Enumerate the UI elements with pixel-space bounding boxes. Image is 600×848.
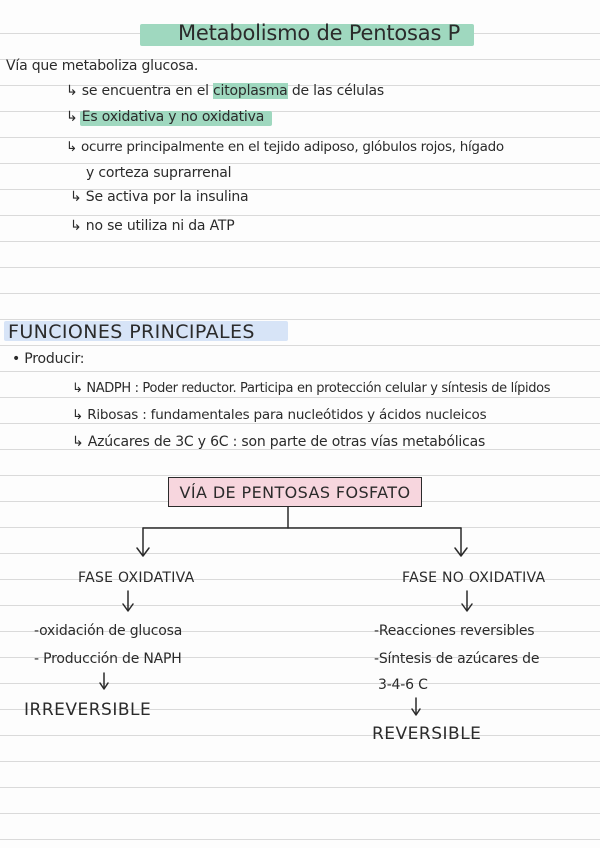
- oxidativa-item-1: -oxidación de glucosa: [34, 623, 183, 639]
- arrow-return-icon: ↳: [70, 189, 86, 205]
- citoplasma-highlight: citoplasma: [213, 83, 288, 99]
- azucares-desc: : son parte de otras vías metabólicas: [232, 434, 486, 450]
- nadph-desc: : Poder reductor. Participa en protección celular y síntesis de lípidos: [134, 381, 551, 396]
- producir-label: • Producir:: [12, 351, 85, 367]
- pentosas-box-label: VÍA DE PENTOSAS FOSFATO: [179, 482, 411, 502]
- fase-no-oxidativa-title: FASE NO OXIDATIVA: [402, 570, 546, 586]
- no-oxidativa-result: REVERSIBLE: [372, 724, 482, 744]
- arrow-return-icon: ↳: [66, 139, 82, 155]
- arrow-return-icon: ↳: [72, 407, 88, 423]
- arrow-return-icon: ↳: [72, 381, 87, 396]
- oxidativa-result: IRREVERSIBLE: [24, 700, 152, 720]
- funciones-heading: FUNCIONES PRINCIPALES: [8, 321, 255, 343]
- arrow-return-icon: ↳: [72, 434, 88, 450]
- arrow-return-icon: ↳: [70, 218, 86, 234]
- page-title: Metabolismo de Pentosas P: [178, 21, 461, 45]
- bullet-2-text: Es oxidativa y no oxidativa: [81, 109, 265, 125]
- no-oxidativa-item-3: 3-4-6 C: [378, 677, 428, 693]
- fase-oxidativa-title: FASE OXIDATIVA: [78, 570, 195, 586]
- bullet-3-text: ocurre principalmente en el tejido adiposo, glóbulos rojos, hígado: [81, 139, 504, 155]
- no-oxidativa-item-2: -Síntesis de azúcares de: [374, 651, 540, 667]
- arrow-return-icon: ↳: [66, 109, 82, 125]
- ribosas-desc: : fundamentales para nucleótidos y ácidos nucleicos: [142, 407, 487, 423]
- no-oxidativa-item-1: -Reacciones reversibles: [374, 623, 535, 639]
- arrow-return-icon: ↳: [66, 83, 82, 99]
- intro-bullet-3-cont: y corteza suprarrenal: [86, 165, 232, 181]
- bullet-4-text: Se activa por la insulina: [85, 189, 249, 205]
- nadph-label: NADPH: [86, 381, 131, 396]
- bullet-1-post: de las células: [287, 83, 385, 99]
- azucares-label: Azúcares de 3C y 6C: [87, 434, 229, 450]
- bullet-1-pre: se encuentra en el: [81, 83, 214, 99]
- bullet-5-text: no se utiliza ni da ATP: [85, 218, 235, 234]
- ribosas-label: Ribosas: [87, 407, 139, 423]
- intro-line: Vía que metaboliza glucosa.: [6, 58, 199, 74]
- oxidativa-item-2: - Producción de NAPH: [34, 651, 182, 667]
